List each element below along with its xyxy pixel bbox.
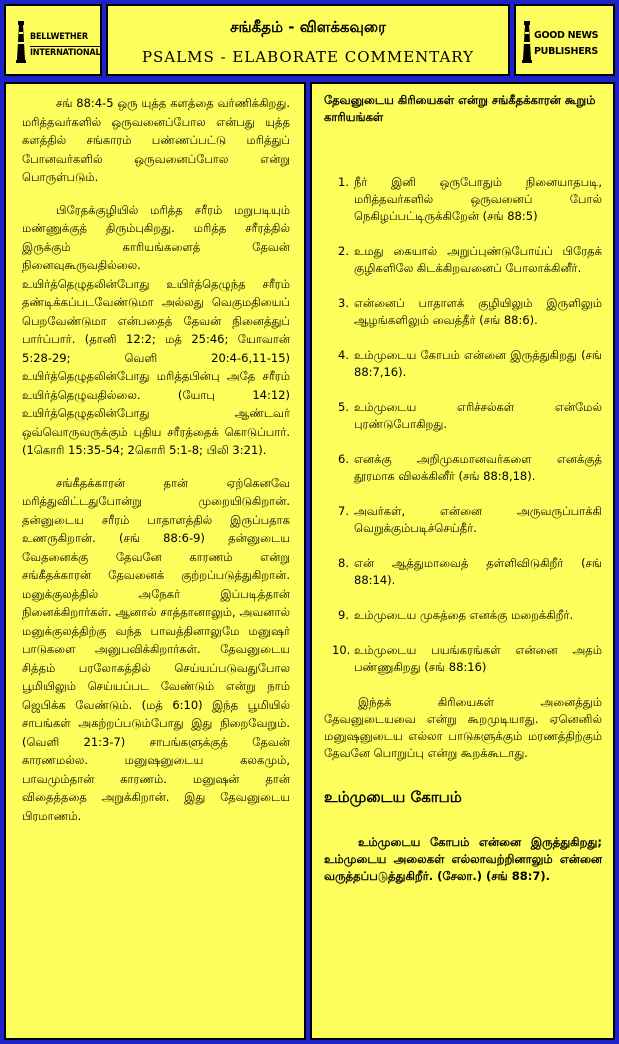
lighthouse-icon bbox=[520, 20, 534, 64]
page-header bbox=[106, 4, 510, 76]
left-column bbox=[4, 82, 306, 1040]
list-item: 3. என்னைப் பாதாளக் குழியிலும் இருளிலும் ஆழங்களிலும் வைத்தீர் (சங் 88:6). bbox=[338, 296, 602, 327]
closing-paragraph: இந்தக் கிரியைகள் அனைத்தும் தேவனுடையவை என்று கூறமுடியாது. ஏனெனில் மனுஷனுடைய எல்லா பாடுகளுக்கும் மரணத்திற்கும் தேவனே பொறுப்பு என்று கூறக்கூடாது. bbox=[324, 695, 602, 760]
list-item: 2. உமது கையால் அறுப்புண்டுபோய்ப் பிரேதக் குழிகளிலே கிடக்கிறவனைப் போலாக்கினீர். bbox=[338, 244, 602, 275]
list-item: 4. உம்முடைய கோபம் என்னை இருத்துகிறது (சங் 88:7,16). bbox=[338, 348, 602, 379]
list-item: 8. என் ஆத்துமாவைத் தள்ளிவிடுகிறீர் (சங் 88:14). bbox=[338, 556, 602, 587]
list-item: 7. அவர்கள், என்னை அருவருப்பாக்கி வெறுக்கும்படிச்செய்தீர். bbox=[338, 504, 602, 535]
works-list bbox=[324, 174, 602, 676]
paragraph: சங் 88:4-5 ஒரு யுத்த களத்தை வர்ணிக்கிறது. மரித்தவர்களில் ஒருவனைப்போல என்பது யுத்த களத்தில் சங்காரம் பண்ணப்பட்டு மரித்துப் போனவர்களில் ஒருவனைப்போல என்று பொருள்படும். bbox=[22, 96, 290, 184]
logo-line1: GOOD NEWS bbox=[534, 30, 599, 41]
list-item: 9. உம்முடைய முகத்தை எனக்கு மறைக்கிறீர். bbox=[338, 608, 574, 622]
subheading: உம்முடைய கோபம் bbox=[324, 788, 462, 806]
good-news-logo bbox=[514, 4, 615, 76]
list-item: 10. உம்முடைய பயங்கரங்கள் என்னை அதம் பண்ணுகிறது (சங் 88:16) bbox=[332, 643, 602, 674]
title-tamil: சங்கீதம் - விளக்கவுரை bbox=[230, 18, 386, 36]
right-column bbox=[310, 82, 615, 1040]
list-item: 5. உம்முடைய எரிச்சல்கள் என்மேல் புரண்டுபோகிறது. bbox=[338, 400, 602, 431]
lighthouse-icon bbox=[14, 20, 28, 64]
list-item: 1. நீர் இனி ஒருபோதும் நினையாதபடி, மரித்தவர்களில் ஒருவனைப் போல் நெகிழப்பட்டிருக்கிறேன் (சங் 88:5) bbox=[338, 175, 602, 223]
bellwether-logo bbox=[4, 4, 102, 76]
title-english: PSALMS - ELABORATE COMMENTARY bbox=[141, 48, 475, 66]
paragraph: உயிர்த்தெழுதலின்போது உயிர்த்தெழுந்த சரீரம் தண்டிக்கப்படவேண்டுமா அல்லது வெகுமதியைப் பெறவேண்டுமா என்பதைத் தேவன் நினைத்துப் பார்ப்பார். (தானி 12:2; மத் 25:46; யோவான் 5:28-29; வெளி 20:4-6,11-15) உயிர்த்தெழுதலின்போது மரித்தபின்பு அதே சரீரம் உயிர்த்தெழுவதில்லை. (யோபு 14:12) உயிர்த்தெழுதலின்போது ஆண்டவர் ஒவ்வொருவருக்கும் புதிய சரீரத்தைக் கொடுப்பார். (1கொரி 15:35-54; 2கொரி 5:1-8; பிலி 3:21). bbox=[22, 276, 290, 457]
logo-line2: PUBLISHERS bbox=[534, 46, 598, 57]
list-item: 6. எனக்கு அறிமுகமானவர்களை எனக்குத் தூரமாக விலக்கினீர் (சங் 88:8,18). bbox=[338, 452, 602, 483]
section-heading: தேவனுடைய கிரியைகள் என்று சங்கீதக்காரன் கூறும் காரியங்கள் bbox=[324, 93, 596, 124]
scripture-quote: உம்முடைய கோபம் என்னை இருத்துகிறது; உம்முடைய அலைகள் எல்லாவற்றினாலும் என்னை வருத்தப்படுத்துகிறீர். (சேலா.) (சங் 88:7). bbox=[324, 835, 602, 883]
paragraph: பிரேதக்குழியில் மரித்த சரீரம் மறுபடியும் மண்ணுக்குத் திரும்புகிறது. மரித்த சரீரத்தில் இருக்கும் காரியங்களைத் தேவன் நினைவுகூருவதில்லை. bbox=[22, 202, 290, 272]
logo-line2: INTERNATIONAL bbox=[30, 48, 101, 58]
paragraph: சங்கீதக்காரன் தான் ஏற்கெனவே மரித்துவிட்டதுபோன்று முறையிடுகிறான். தன்னுடைய சரீரம் பாதாளத்தில் இருப்பதாக உணருகிறான். (சங் 88:6-9) தன்னுடைய வேதனைக்கு தேவனே காரணம் என்று சங்கீதக்காரன் தேவனைக் குற்றப்படுத்துகிறான். மனுக்குலத்தில் அநேகர் இப்படித்தான் நினைக்கிறார்கள். ஆனால் சாத்தானாலும், அவனால் மனுக்குலத்திற்கு வந்த பாவத்தினாலுமே மனுஷர் பாடுகளை அனுபவிக்கிறார்கள். தேவனுடைய சித்தம் பரலோகத்தில் செய்யப்படுவதுபோல பூமியிலும் செய்யப்பட வேண்டும் என்று நாம் ஜெபிக்க வேண்டும். (மத் 6:10) இந்த பூமியில் சாபங்கள் அகற்றப்படும்போது இது நிறைவேறும். (வெளி 21:3-7) சாபங்களுக்குத் தேவன் காரணமல்ல. மனுஷனுடைய கலகமும், பாவமும்தான் காரணம். மனுஷன் தான் விதைத்ததை அறுக்கிறான். இது தேவனுடைய பிரமாணம். bbox=[22, 475, 290, 823]
logo-line1: BELLWETHER bbox=[30, 32, 88, 42]
